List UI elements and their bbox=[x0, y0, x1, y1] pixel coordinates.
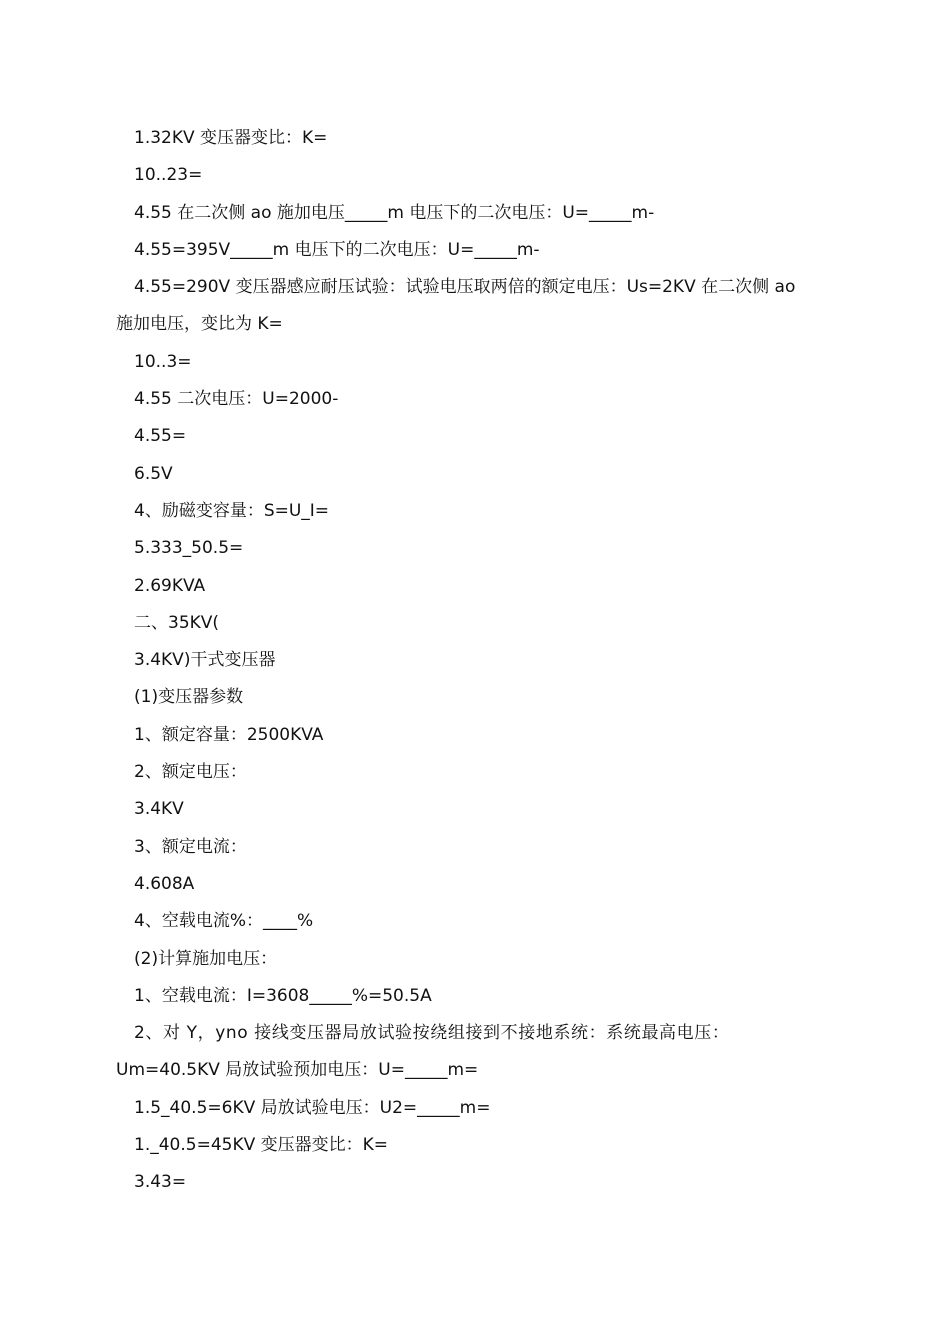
text-line: 2、额定电压： bbox=[134, 762, 247, 783]
text-line: Um=40.5KV 局放试验预加电压：U=_____m= bbox=[116, 1060, 479, 1081]
text-line: 3.43= bbox=[134, 1172, 187, 1193]
text-line: 1._40.5=45KV 变压器变比：K= bbox=[134, 1135, 389, 1156]
text-line: 3.4KV bbox=[134, 799, 184, 820]
text-line: 4.608A bbox=[134, 873, 195, 894]
text-line: 5.333_50.5= bbox=[134, 538, 244, 559]
text-line: 4.55=395V_____m 电压下的二次电压：U=_____m- bbox=[134, 239, 540, 260]
document-body bbox=[116, 120, 836, 1202]
text-line: 3.4KV)干式变压器 bbox=[134, 650, 276, 671]
text-line: 3、额定电流： bbox=[134, 836, 247, 857]
text-line: 2.69KVA bbox=[134, 575, 206, 596]
text-line: 10..3= bbox=[134, 351, 192, 372]
text-line: 10..23= bbox=[134, 165, 203, 186]
text-line: 1、额定容量：2500KVA bbox=[134, 724, 324, 745]
text-line: 4.55=290V 变压器感应耐压试验：试验电压取两倍的额定电压：Us=2KV 在二次侧 ao bbox=[134, 277, 796, 298]
text-line: 1、空载电流：I=3608_____%=50.5A bbox=[134, 985, 432, 1006]
text-line: 4、空载电流%：____% bbox=[134, 911, 314, 932]
text-line: 1.32KV 变压器变比：K= bbox=[134, 128, 328, 148]
text-line: 二、35KV( bbox=[134, 612, 220, 633]
text-line: (1)变压器参数 bbox=[134, 687, 244, 708]
text-line: 2、对 Y，yno 接线变压器局放试验按绕组接到不接地系统：系统最高电压： bbox=[134, 1023, 730, 1044]
text-line: 6.5V bbox=[134, 463, 173, 484]
text-line: 4.55 二次电压：U=2000- bbox=[134, 389, 339, 410]
text-line: 4、励磁变容量：S=U_I= bbox=[134, 500, 330, 521]
text-line: 1.5_40.5=6KV 局放试验电压：U2=_____m= bbox=[134, 1097, 491, 1118]
text-line: 4.55= bbox=[134, 426, 187, 447]
text-line: 4.55 在二次侧 ao 施加电压_____m 电压下的二次电压：U=_____m- bbox=[134, 202, 655, 223]
text-line: 施加电压，变比为 K= bbox=[116, 314, 283, 335]
text-line: (2)计算施加电压： bbox=[134, 948, 278, 969]
